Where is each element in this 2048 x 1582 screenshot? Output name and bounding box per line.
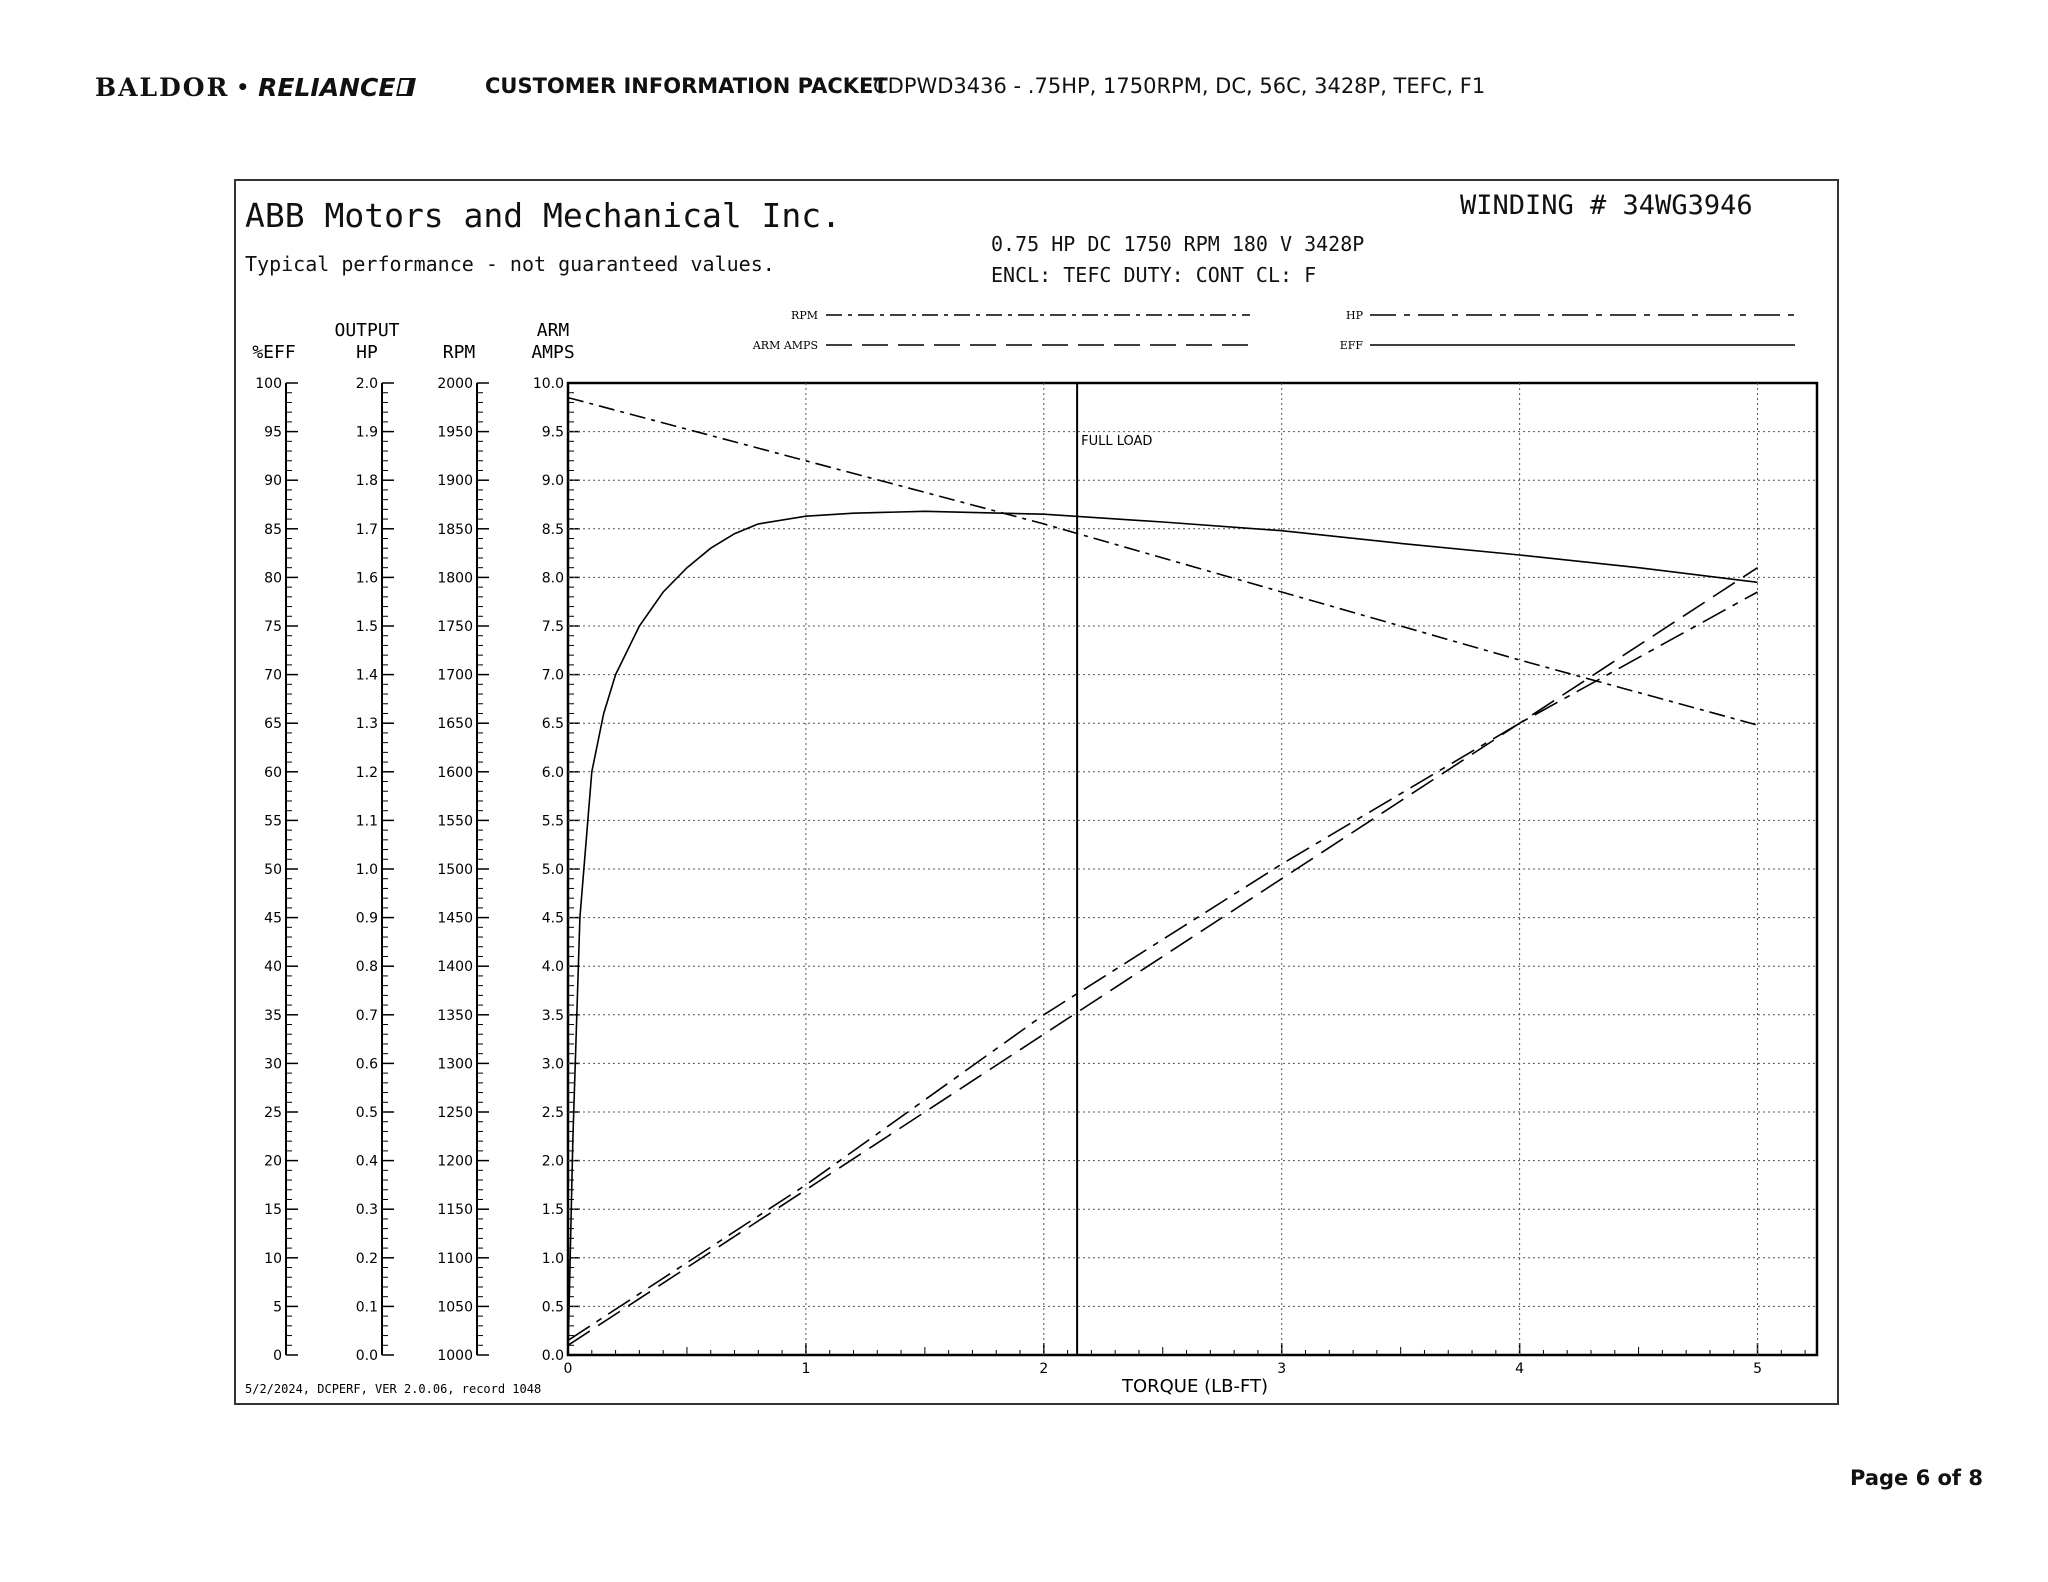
y-tick-label: 1300 <box>437 1056 473 1073</box>
y-tick-label: 1.0 <box>355 862 378 878</box>
y-tick-label: 1.1 <box>355 813 378 830</box>
y-tick-label: 1.4 <box>355 667 378 684</box>
y-tick-label: 0.9 <box>355 910 378 927</box>
y-axis-header: %EFF <box>252 342 296 363</box>
y-tick-label: 60 <box>264 764 282 781</box>
page-number: Page 6 of 8 <box>1850 1466 1983 1490</box>
y-axis-header-top: OUTPUT <box>334 320 400 341</box>
logo-separator: • <box>236 75 252 99</box>
y-tick-label: 8.0 <box>541 570 564 587</box>
y-tick-label: 1.8 <box>355 473 378 490</box>
y-tick-label: 0.2 <box>355 1250 378 1267</box>
y-tick-label: 0.1 <box>355 1299 378 1316</box>
y-tick-label: 6.5 <box>541 716 564 733</box>
y-tick-label: 1650 <box>437 716 473 733</box>
y-tick-label: 30 <box>264 1056 282 1073</box>
y-tick-label: 0 <box>273 1348 282 1364</box>
winding-number: WINDING # 34WG3946 <box>1460 190 1753 221</box>
y-tick-label: 1600 <box>437 764 473 781</box>
logo-baldor: BALDOR <box>95 72 230 102</box>
legend-label: HP <box>1346 309 1363 322</box>
y-tick-label: 0.5 <box>541 1299 564 1316</box>
y-tick-label: 45 <box>264 910 282 927</box>
y-tick-label: 9.0 <box>541 473 564 490</box>
y-tick-label: 7.0 <box>541 667 564 684</box>
y-tick-label: 1.5 <box>541 1202 564 1219</box>
y-tick-label: 1400 <box>437 959 473 976</box>
motor-specs: 0.75 HP DC 1750 RPM 180 V 3428P <box>991 232 1365 256</box>
x-tick-label: 0 <box>563 1361 573 1377</box>
y-tick-label: 65 <box>264 716 282 733</box>
y-tick-label: 0.3 <box>355 1202 378 1219</box>
y-tick-label: 2000 <box>437 376 473 392</box>
y-tick-label: 75 <box>264 619 282 635</box>
y-tick-label: 25 <box>264 1105 282 1121</box>
y-tick-label: 1450 <box>437 910 473 927</box>
y-tick-label: 8.5 <box>541 521 564 538</box>
y-tick-label: 1.5 <box>355 619 378 635</box>
x-tick-label: 1 <box>801 1361 811 1377</box>
x-tick-label: 3 <box>1277 1361 1287 1377</box>
x-axis-label: TORQUE (LB-FT) <box>1121 1376 1269 1397</box>
y-tick-label: 1.0 <box>541 1250 564 1267</box>
y-tick-label: 6.0 <box>541 764 564 781</box>
y-tick-label: 55 <box>264 813 282 830</box>
y-tick-label: 4.0 <box>541 959 564 976</box>
y-tick-label: 1550 <box>437 813 473 830</box>
y-tick-label: 1100 <box>437 1250 473 1267</box>
logo-reliance: RELIANCE <box>258 72 396 102</box>
y-tick-label: 1850 <box>437 521 473 538</box>
y-tick-label: 35 <box>264 1007 282 1024</box>
y-tick-label: 1700 <box>437 667 473 684</box>
y-tick-label: 1.9 <box>355 424 378 441</box>
company-name: ABB Motors and Mechanical Inc. <box>245 196 842 235</box>
y-tick-label: 2.0 <box>541 1153 564 1170</box>
y-tick-label: 1200 <box>437 1153 473 1170</box>
packet-title: CUSTOMER INFORMATION PACKET <box>485 74 888 98</box>
enclosure-specs: ENCL: TEFC DUTY: CONT CL: F <box>991 263 1317 287</box>
y-tick-label: 1050 <box>437 1299 473 1316</box>
full-load-label: FULL LOAD <box>1081 434 1153 449</box>
y-tick-label: 5.0 <box>541 862 564 878</box>
y-axis-header: AMPS <box>531 342 575 363</box>
y-tick-label: 1150 <box>437 1202 473 1219</box>
chart-legend <box>752 309 1795 352</box>
y-tick-label: 1.7 <box>355 521 378 538</box>
y-tick-label: 1900 <box>437 473 473 490</box>
chart-axes <box>252 320 1817 1377</box>
y-tick-label: 95 <box>264 424 282 441</box>
y-tick-label: 5 <box>273 1299 282 1316</box>
model-description: CDPWD3436 - .75HP, 1750RPM, DC, 56C, 3428P, TEFC, F1 <box>873 74 1486 98</box>
y-tick-label: 2.0 <box>355 376 378 392</box>
series-eff-line <box>568 511 1758 1355</box>
chart-grid <box>568 383 1817 1355</box>
y-axis-header-top: ARM <box>536 320 570 341</box>
y-tick-label: 100 <box>255 376 282 392</box>
y-tick-label: 1800 <box>437 570 473 587</box>
y-tick-label: 0.4 <box>355 1153 378 1170</box>
x-tick-label: 5 <box>1753 1361 1762 1377</box>
y-tick-label: 50 <box>264 862 282 878</box>
disclaimer: Typical performance - not guaranteed values. <box>245 252 775 276</box>
y-axis-header: HP <box>356 342 378 363</box>
y-tick-label: 1.6 <box>355 570 378 587</box>
y-axis-header: RPM <box>442 342 476 363</box>
series-arm-amps-line <box>568 568 1758 1346</box>
y-tick-label: 90 <box>264 473 282 490</box>
y-tick-label: 2.5 <box>541 1105 564 1121</box>
y-tick-label: 1350 <box>437 1007 473 1024</box>
y-tick-label: 1.3 <box>355 716 378 733</box>
y-tick-label: 0.5 <box>355 1105 378 1121</box>
y-tick-label: 1500 <box>437 862 473 878</box>
y-tick-label: 20 <box>264 1153 282 1170</box>
y-tick-label: 80 <box>264 570 282 587</box>
y-tick-label: 0.6 <box>355 1056 378 1073</box>
y-tick-label: 5.5 <box>541 813 564 830</box>
y-tick-label: 10 <box>264 1250 282 1267</box>
y-tick-label: 7.5 <box>541 619 564 635</box>
y-tick-label: 15 <box>264 1202 282 1219</box>
legend-label: RPM <box>791 309 818 322</box>
y-tick-label: 70 <box>264 667 282 684</box>
y-tick-label: 10.0 <box>532 376 564 392</box>
y-tick-label: 1750 <box>437 619 473 635</box>
y-tick-label: 1.2 <box>355 764 378 781</box>
y-tick-label: 0.0 <box>541 1348 564 1364</box>
footer-note: 5/2/2024, DCPERF, VER 2.0.06, record 1048 <box>245 1382 542 1396</box>
y-tick-label: 85 <box>264 521 282 538</box>
y-tick-label: 1950 <box>437 424 473 441</box>
legend-label: ARM AMPS <box>752 339 818 352</box>
y-tick-label: 40 <box>264 959 282 976</box>
y-tick-label: 4.5 <box>541 910 564 927</box>
y-tick-label: 1250 <box>437 1105 473 1121</box>
legend-label: EFF <box>1339 339 1363 352</box>
y-tick-label: 0.7 <box>355 1007 378 1024</box>
x-tick-label: 2 <box>1039 1361 1049 1377</box>
y-tick-label: 1000 <box>437 1348 473 1364</box>
y-tick-label: 0.0 <box>355 1348 378 1364</box>
x-tick-label: 4 <box>1515 1361 1525 1377</box>
y-tick-label: 0.8 <box>355 959 378 976</box>
y-tick-label: 3.0 <box>541 1056 564 1073</box>
y-tick-label: 3.5 <box>541 1007 564 1024</box>
y-tick-label: 9.5 <box>541 424 564 441</box>
